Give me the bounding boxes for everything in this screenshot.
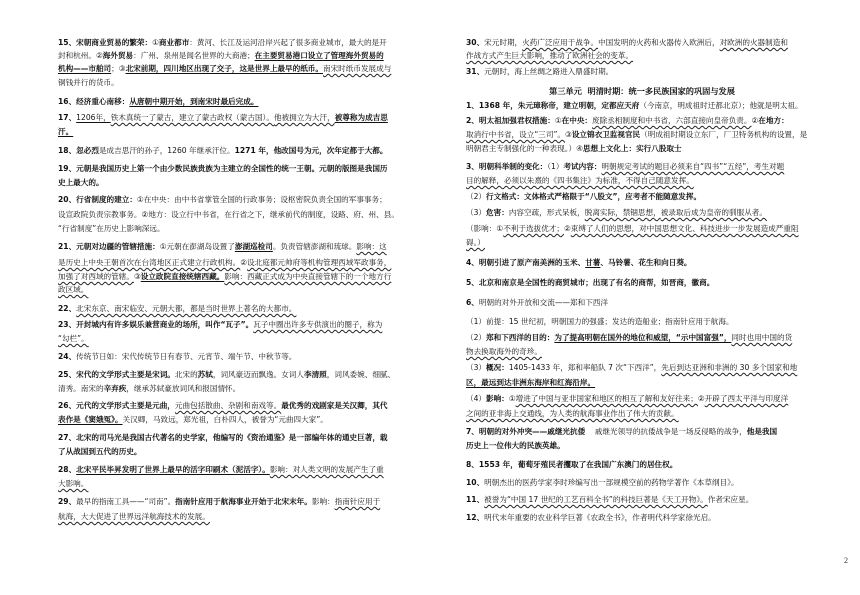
text-line bbox=[58, 146, 387, 156]
text-line bbox=[58, 512, 210, 522]
text-segment: （4） bbox=[466, 394, 487, 403]
text-segment: 机构——市舶司 bbox=[58, 64, 112, 73]
text-line bbox=[58, 304, 296, 314]
text-segment: 10、 bbox=[466, 478, 485, 487]
text-segment: 第三单元 明清时期：统一多民族国家的巩固与发展 bbox=[549, 86, 735, 96]
text-segment: 2、 bbox=[466, 116, 479, 125]
text-segment: ③ bbox=[133, 272, 141, 281]
text-segment: ① bbox=[136, 195, 144, 204]
text-segment: 思想上文化上：实行八股取士 bbox=[582, 144, 682, 153]
text-segment: 碍。） bbox=[466, 238, 485, 247]
text-segment: 元朝时，海上丝绸之路进入鼎盛时期。 bbox=[484, 67, 614, 76]
text-line bbox=[58, 401, 388, 411]
text-segment: 脱离实际，禁锢思想， bbox=[584, 208, 661, 217]
text-segment: “行省制度”在历史上影响深远。 bbox=[58, 224, 165, 233]
text-line bbox=[466, 513, 716, 523]
text-segment: 1271 年，他改国号为元，次年定都于大都。 bbox=[234, 146, 388, 155]
text-segment: 他被拥立为大汗， bbox=[273, 113, 335, 122]
text-segment: （影响： bbox=[466, 224, 497, 233]
text-segment: 封和杭州。 bbox=[58, 51, 96, 60]
text-segment: 甘薯 bbox=[585, 258, 601, 267]
text-segment: 15、 bbox=[58, 38, 77, 47]
text-segment: 指南针应用于 bbox=[334, 497, 381, 506]
text-line bbox=[466, 238, 485, 248]
text-segment: （今南京，明成祖时迁都北京）；他就是明太祖。 bbox=[639, 101, 803, 110]
text-segment: （3） bbox=[466, 208, 487, 217]
text-segment: 火药广泛应用于战争。 bbox=[522, 38, 599, 47]
text-segment: 1368 年，朱元璋称帝，建立明朝，定都应天府 bbox=[478, 101, 640, 110]
text-line bbox=[58, 164, 388, 174]
text-segment: 被尊称为成吉思 bbox=[334, 113, 388, 122]
text-segment: 、马铃薯、花生和向日葵。 bbox=[600, 258, 692, 267]
text-line bbox=[58, 497, 380, 507]
text-segment: 在主要贸易港口设立了管理海外贸易的 bbox=[254, 51, 384, 60]
text-segment: 影响： bbox=[311, 497, 335, 506]
text-line bbox=[58, 479, 88, 489]
text-segment: 26、 bbox=[58, 401, 77, 410]
text-segment: 表作是《窦娥冤》。 bbox=[58, 415, 123, 424]
text-segment: 元代的文学形式主要是元曲， bbox=[76, 401, 175, 410]
text-segment: 他是我国 bbox=[746, 427, 778, 436]
text-segment: 南宋时纸币发展成与 bbox=[323, 64, 392, 73]
text-segment: 21、 bbox=[58, 242, 77, 251]
text-segment: 戚继光领导的抗倭战争是一场反侵略的战争， bbox=[585, 427, 747, 436]
text-line bbox=[466, 478, 739, 488]
text-segment: （3） bbox=[466, 363, 487, 372]
text-line bbox=[466, 144, 682, 154]
text-segment: 行文格式：文体格式严格限于“八股文”，应考者不能随意发挥。 bbox=[486, 192, 702, 201]
text-segment: 大影响。 bbox=[58, 479, 89, 488]
text-segment: 1、 bbox=[466, 101, 479, 110]
text-segment: 铁木真统一了蒙古，建立了蒙古政权（蒙古国）。 bbox=[110, 113, 274, 122]
text-segment: 5、 bbox=[466, 278, 479, 287]
text-line bbox=[58, 272, 391, 282]
text-segment: 同时也用中国的货 bbox=[731, 333, 793, 342]
text-segment: 物去换取海外的奇珍。 bbox=[466, 347, 542, 356]
text-segment: 增进了中国与亚非国家和地区的相互了解和友好往来； bbox=[515, 394, 698, 403]
text-line bbox=[58, 447, 142, 457]
text-segment: 明朝科举制的变化： bbox=[478, 162, 548, 171]
text-segment: （明成祖时期设立东厂，厂卫特务机构的设置，是 bbox=[640, 130, 808, 139]
text-line bbox=[466, 224, 799, 234]
text-line bbox=[466, 460, 677, 470]
text-segment: 李清照 bbox=[303, 370, 327, 379]
text-line bbox=[58, 415, 328, 425]
text-segment: ③ bbox=[565, 130, 572, 139]
text-segment: 元朝是我国历史上第一个由少数民族贵族为主建立的全国性的统一王朝。元朝的版图是我国历 bbox=[76, 164, 388, 173]
text-segment: 元朝在澎湖岛设置了 bbox=[166, 242, 235, 251]
text-segment: 为人类的航海事业作出了伟大的贡献。 bbox=[549, 409, 679, 418]
text-segment: ① bbox=[496, 224, 504, 233]
text-segment: ④ bbox=[576, 144, 583, 153]
text-segment: 作战方式产生巨大影响，推动了欧洲社会的变革。 bbox=[466, 51, 634, 60]
text-segment: 7、 bbox=[466, 427, 479, 436]
text-line bbox=[58, 320, 382, 330]
text-segment: 考试内容： bbox=[563, 162, 602, 171]
text-segment: 影响： bbox=[486, 394, 509, 403]
text-segment: 明朝规定考试的题目必须来自“四书”“五经”，考生对题 bbox=[601, 162, 785, 171]
text-line bbox=[466, 162, 784, 172]
text-segment: 。负责管辖澎湖和琉球。 bbox=[272, 242, 357, 251]
text-segment: 影响：对人类文明的发展产生了重 bbox=[269, 465, 384, 474]
text-segment: 从唐朝中期开始，到南宋时最后完成。 bbox=[129, 97, 259, 106]
text-line bbox=[466, 298, 608, 308]
text-segment: 北宋的 bbox=[174, 370, 198, 379]
text-line bbox=[466, 363, 797, 373]
text-segment: ； bbox=[111, 64, 119, 73]
text-segment: 1405-1433 年，郑和率船队 7 次“下西洋”， bbox=[508, 363, 662, 372]
text-segment: 北宋东京、南宋临安、元朝大都，都是当时世界上著名的大都市。 bbox=[76, 304, 297, 313]
text-line bbox=[466, 176, 694, 186]
text-segment: 19、 bbox=[58, 164, 77, 173]
text-segment: 地方：设立行中书省，在行省之下，继承前代的制度，设路、府、州、县。 bbox=[148, 210, 399, 219]
text-segment: 设宣政院负责宗教事务。 bbox=[58, 210, 142, 219]
text-line bbox=[58, 195, 387, 205]
text-segment: ② bbox=[751, 116, 759, 125]
text-segment: 忽必烈 bbox=[76, 146, 99, 155]
text-segment: 废除丞相制度和中书省，六部直接向皇帝负责。 bbox=[592, 116, 752, 125]
text-segment: 18、 bbox=[58, 146, 77, 155]
text-segment: 为了提高明朝在国外的地位和威望，“示中国富强”， bbox=[554, 333, 732, 342]
text-segment: 经济重心南移： bbox=[76, 97, 130, 106]
text-segment: 前提： bbox=[486, 317, 509, 326]
text-segment: 25、 bbox=[58, 370, 77, 379]
text-segment: 设立政院直接统辖西藏。 bbox=[140, 272, 225, 281]
text-segment: 政区域。 bbox=[58, 285, 89, 294]
text-segment: 在地方： bbox=[758, 116, 789, 125]
text-line bbox=[58, 370, 395, 380]
text-line bbox=[466, 409, 679, 419]
text-line bbox=[466, 317, 734, 327]
text-segment: 先后到达亚洲和非洲的 30 多个国家和地 bbox=[661, 363, 798, 372]
text-segment: ，词风豪迈而飘逸。女词人 bbox=[212, 370, 304, 379]
text-segment: 宋朝商业贸易的繁荣： bbox=[76, 38, 153, 47]
text-segment: ② bbox=[141, 210, 149, 219]
text-segment: 北宋前期，四川地区出现了交子，这是世界上最早的纸币。 bbox=[125, 64, 323, 73]
text-segment: 宋元时期， bbox=[484, 38, 523, 47]
text-segment: 被誉为“中国 17 世纪的工艺百科全书”的科技巨著是《天工开物》。 bbox=[484, 495, 708, 504]
text-segment: 铜钱并行的货币。 bbox=[58, 78, 119, 87]
text-segment: ，词风委婉、细腻、 bbox=[326, 370, 396, 379]
text-line bbox=[466, 258, 692, 268]
text-segment: 作者宋应星。 bbox=[707, 495, 754, 504]
text-segment: ② bbox=[563, 224, 571, 233]
text-segment: 最早的指南工具——“司南”。 bbox=[76, 497, 176, 506]
text-segment: （1） bbox=[547, 162, 564, 171]
text-segment: “勾栏”。 bbox=[58, 334, 89, 343]
text-segment: 影响：西藏正式成为中央直接管辖下的一个地方行 bbox=[224, 272, 392, 281]
text-segment: 了从战国到五代的历史。 bbox=[58, 447, 142, 456]
text-line bbox=[58, 352, 296, 362]
text-segment: ① bbox=[159, 242, 167, 251]
text-segment: 是历史上中央王朝首次在台湾地区正式建立行政机构。 bbox=[58, 258, 241, 267]
text-segment: 设北庭都元帅府等机构管理西域军政事务， bbox=[247, 258, 392, 267]
text-line bbox=[58, 433, 388, 443]
text-segment: 对欧洲的火器制造和 bbox=[719, 38, 788, 47]
text-segment: 20、 bbox=[58, 195, 77, 204]
text-segment: 北京和南京是全国性的商贸城市；出现了有名的商帮，如晋商，徽商。 bbox=[478, 278, 715, 287]
text-segment: 24、 bbox=[58, 352, 77, 361]
text-segment: 影响：这 bbox=[356, 242, 387, 251]
text-segment: ② bbox=[697, 394, 705, 403]
text-segment: ：黄河、长江及运河沿岸兴起了很多商业城市，最大的是开 bbox=[189, 38, 387, 47]
text-segment: 区，最远到达非洲东海岸和红海沿岸。 bbox=[466, 378, 596, 387]
text-segment: 是成吉思汗的孙子，1260 年继承汗位。 bbox=[98, 146, 235, 155]
text-segment: 北宋平民毕昇发明了世界上最早的活字印刷术（泥活字）。 bbox=[76, 465, 270, 474]
text-line bbox=[58, 384, 240, 394]
text-line bbox=[466, 38, 788, 48]
text-segment: 元朝对边疆的管辖措施： bbox=[76, 242, 160, 251]
text-segment: ：广州、泉州是闻名世界的大商港； bbox=[133, 51, 255, 60]
text-segment: ② bbox=[240, 258, 248, 267]
text-segment: 16、 bbox=[58, 97, 77, 106]
text-segment: 15 世纪初，明朝国力的强盛；发达的造船业；指南针应用于航海。 bbox=[508, 317, 734, 326]
text-segment: （2） bbox=[466, 192, 487, 201]
text-segment: 史上最大的。 bbox=[58, 178, 104, 187]
text-line bbox=[58, 64, 391, 74]
text-line bbox=[466, 378, 595, 388]
text-line bbox=[58, 78, 119, 88]
text-segment: 17、 bbox=[58, 113, 77, 122]
text-segment: ② bbox=[95, 51, 103, 60]
text-line bbox=[466, 101, 803, 111]
text-line bbox=[58, 127, 73, 137]
text-segment: 3、 bbox=[466, 162, 479, 171]
text-segment: 传统节日如：宋代传统节日有春节、元宵节、端午节、中秋节等。 bbox=[76, 352, 297, 361]
text-line bbox=[58, 258, 391, 268]
text-segment: 澎湖巡检司 bbox=[234, 242, 273, 251]
text-line bbox=[466, 130, 807, 140]
text-line bbox=[466, 427, 777, 437]
text-segment: 汗。 bbox=[58, 127, 74, 136]
text-line bbox=[466, 441, 565, 451]
page-number: 2 bbox=[844, 556, 848, 565]
text-segment: （2） bbox=[466, 333, 487, 342]
text-line bbox=[466, 51, 633, 61]
text-line bbox=[466, 67, 613, 77]
text-segment: 29、 bbox=[58, 497, 77, 506]
text-segment: 被录取后成为皇帝的驯服从者。 bbox=[660, 208, 767, 217]
text-line bbox=[58, 178, 104, 188]
text-segment: 指南针应用于航海事业开始于北宋末年。 bbox=[175, 497, 312, 506]
text-segment: 最优秀的戏剧家是关汉卿，其代 bbox=[281, 401, 388, 410]
text-segment: ，继承苏轼豪放词风和报国情怀。 bbox=[126, 384, 241, 393]
text-segment: 开辟了西太平洋与印度洋 bbox=[704, 394, 789, 403]
text-segment: 不利于选拔优才； bbox=[503, 224, 564, 233]
text-segment: 设立锦衣卫监视官民 bbox=[571, 130, 641, 139]
text-line bbox=[466, 208, 767, 218]
text-segment: 北宋的司马光是我国古代著名的史学家，他编写的《资治通鉴》是一部编年体的通史巨著，载 bbox=[76, 433, 388, 442]
text-segment: 30、 bbox=[466, 38, 485, 47]
text-line bbox=[466, 116, 789, 126]
text-segment: ① bbox=[508, 394, 516, 403]
text-segment: 明代末年重要的农业科学巨著《农政全书》，作者明代科学家徐光启。 bbox=[484, 513, 716, 522]
text-line bbox=[466, 278, 714, 288]
text-line bbox=[466, 495, 753, 505]
text-segment: 明朝引进了原产南美洲的玉米、 bbox=[478, 258, 586, 267]
text-segment: 明朝的对外冲突——戚继光抗倭 bbox=[478, 427, 586, 436]
text-line bbox=[58, 210, 399, 220]
text-segment: 航海，大大促进了世界远洋航海技术的发展。 bbox=[58, 512, 210, 521]
text-line bbox=[58, 113, 388, 123]
text-segment: 4、 bbox=[466, 258, 479, 267]
text-line bbox=[466, 333, 792, 343]
text-segment: 清秀。南宋的 bbox=[58, 384, 104, 393]
text-segment: 明朝杰出的医药学家李时珍编写出一部规模空前的药物学著作《本草纲目》。 bbox=[484, 478, 739, 487]
text-segment: 23、 bbox=[58, 320, 77, 329]
text-segment: 概况： bbox=[486, 363, 509, 372]
text-segment: 内容空疏，形式呆板， bbox=[508, 208, 585, 217]
text-segment: 束缚了人们的思想，对中国思想文化、科技进步一步发展造成严重阻 bbox=[570, 224, 799, 233]
unit-heading bbox=[466, 86, 818, 96]
text-segment: （1） bbox=[466, 317, 487, 326]
text-segment: ① bbox=[554, 116, 562, 125]
text-segment: 28、 bbox=[58, 465, 77, 474]
text-segment: 取消行中书省，设立“三司”。 bbox=[466, 130, 565, 139]
text-segment: 海外贸易 bbox=[102, 51, 134, 60]
text-line bbox=[58, 242, 387, 252]
text-segment: 开封城内有许多娱乐兼营商业的场所，叫作“瓦子”。 bbox=[76, 320, 254, 329]
text-segment: 行省制度的建立： bbox=[76, 195, 137, 204]
text-segment: ③ bbox=[118, 64, 126, 73]
text-line bbox=[58, 334, 89, 344]
text-line bbox=[466, 347, 542, 357]
text-line bbox=[58, 51, 384, 61]
text-segment: 关汉卿，马致远，郑光祖，白朴四人，被誉为“元曲四大家”。 bbox=[122, 415, 328, 424]
text-segment: 1553 年，葡萄牙殖民者攫取了在我国广东澳门的居住权。 bbox=[478, 460, 678, 469]
text-segment: ① bbox=[152, 38, 159, 47]
text-segment: 辛弃疾 bbox=[103, 384, 127, 393]
text-segment: 瓦子中圈出许多专供演出的圈子，称为 bbox=[253, 320, 383, 329]
text-segment: 22、 bbox=[58, 304, 77, 313]
text-segment: 加强了对西域的管辖。 bbox=[58, 272, 134, 281]
text-segment: 历史上一位伟大的民族英雄。 bbox=[466, 441, 565, 450]
text-line bbox=[58, 465, 384, 475]
text-line bbox=[58, 38, 387, 48]
text-segment: 在中央：由中书省掌管全国的行政事务；设枢密院负责全国的军事事务； bbox=[143, 195, 387, 204]
text-segment: 郑和下西洋的目的： bbox=[486, 333, 555, 342]
text-segment: 商业都市 bbox=[158, 38, 190, 47]
text-segment: 之间的亚非海上交通线， bbox=[466, 409, 550, 418]
text-segment: 元曲包括散曲、杂剧和南戏等。 bbox=[174, 401, 282, 410]
text-line bbox=[466, 394, 788, 404]
text-segment: 危害： bbox=[486, 208, 509, 217]
text-segment: 宋代的文学形式主要是宋词。 bbox=[76, 370, 175, 379]
text-segment: 12、 bbox=[466, 513, 485, 522]
text-line bbox=[58, 97, 258, 107]
text-segment: 6、 bbox=[466, 298, 479, 307]
text-line bbox=[58, 224, 165, 234]
text-segment: 1206年， bbox=[76, 113, 111, 122]
text-segment: 在中央： bbox=[561, 116, 593, 125]
text-segment: 31、 bbox=[466, 67, 485, 76]
text-segment: 8、 bbox=[466, 460, 479, 469]
text-segment: 明朝君主专制强化的一种表现。） bbox=[466, 144, 577, 153]
text-segment: 苏轼 bbox=[197, 370, 213, 379]
text-segment: 目的解释，必须以朱熹的《四书集注》为标准，不得自己随意发挥。 bbox=[466, 176, 694, 185]
text-segment: 11、 bbox=[466, 495, 485, 504]
text-line bbox=[58, 285, 88, 295]
text-segment: 明朝的对外开放和交流——郑和下西洋 bbox=[478, 298, 608, 307]
text-segment: 明太祖加强君权措施： bbox=[478, 116, 555, 125]
text-line bbox=[466, 192, 701, 202]
text-segment: 中国发明的火药和火器传入欧洲后， bbox=[598, 38, 720, 47]
text-segment: 27、 bbox=[58, 433, 77, 442]
